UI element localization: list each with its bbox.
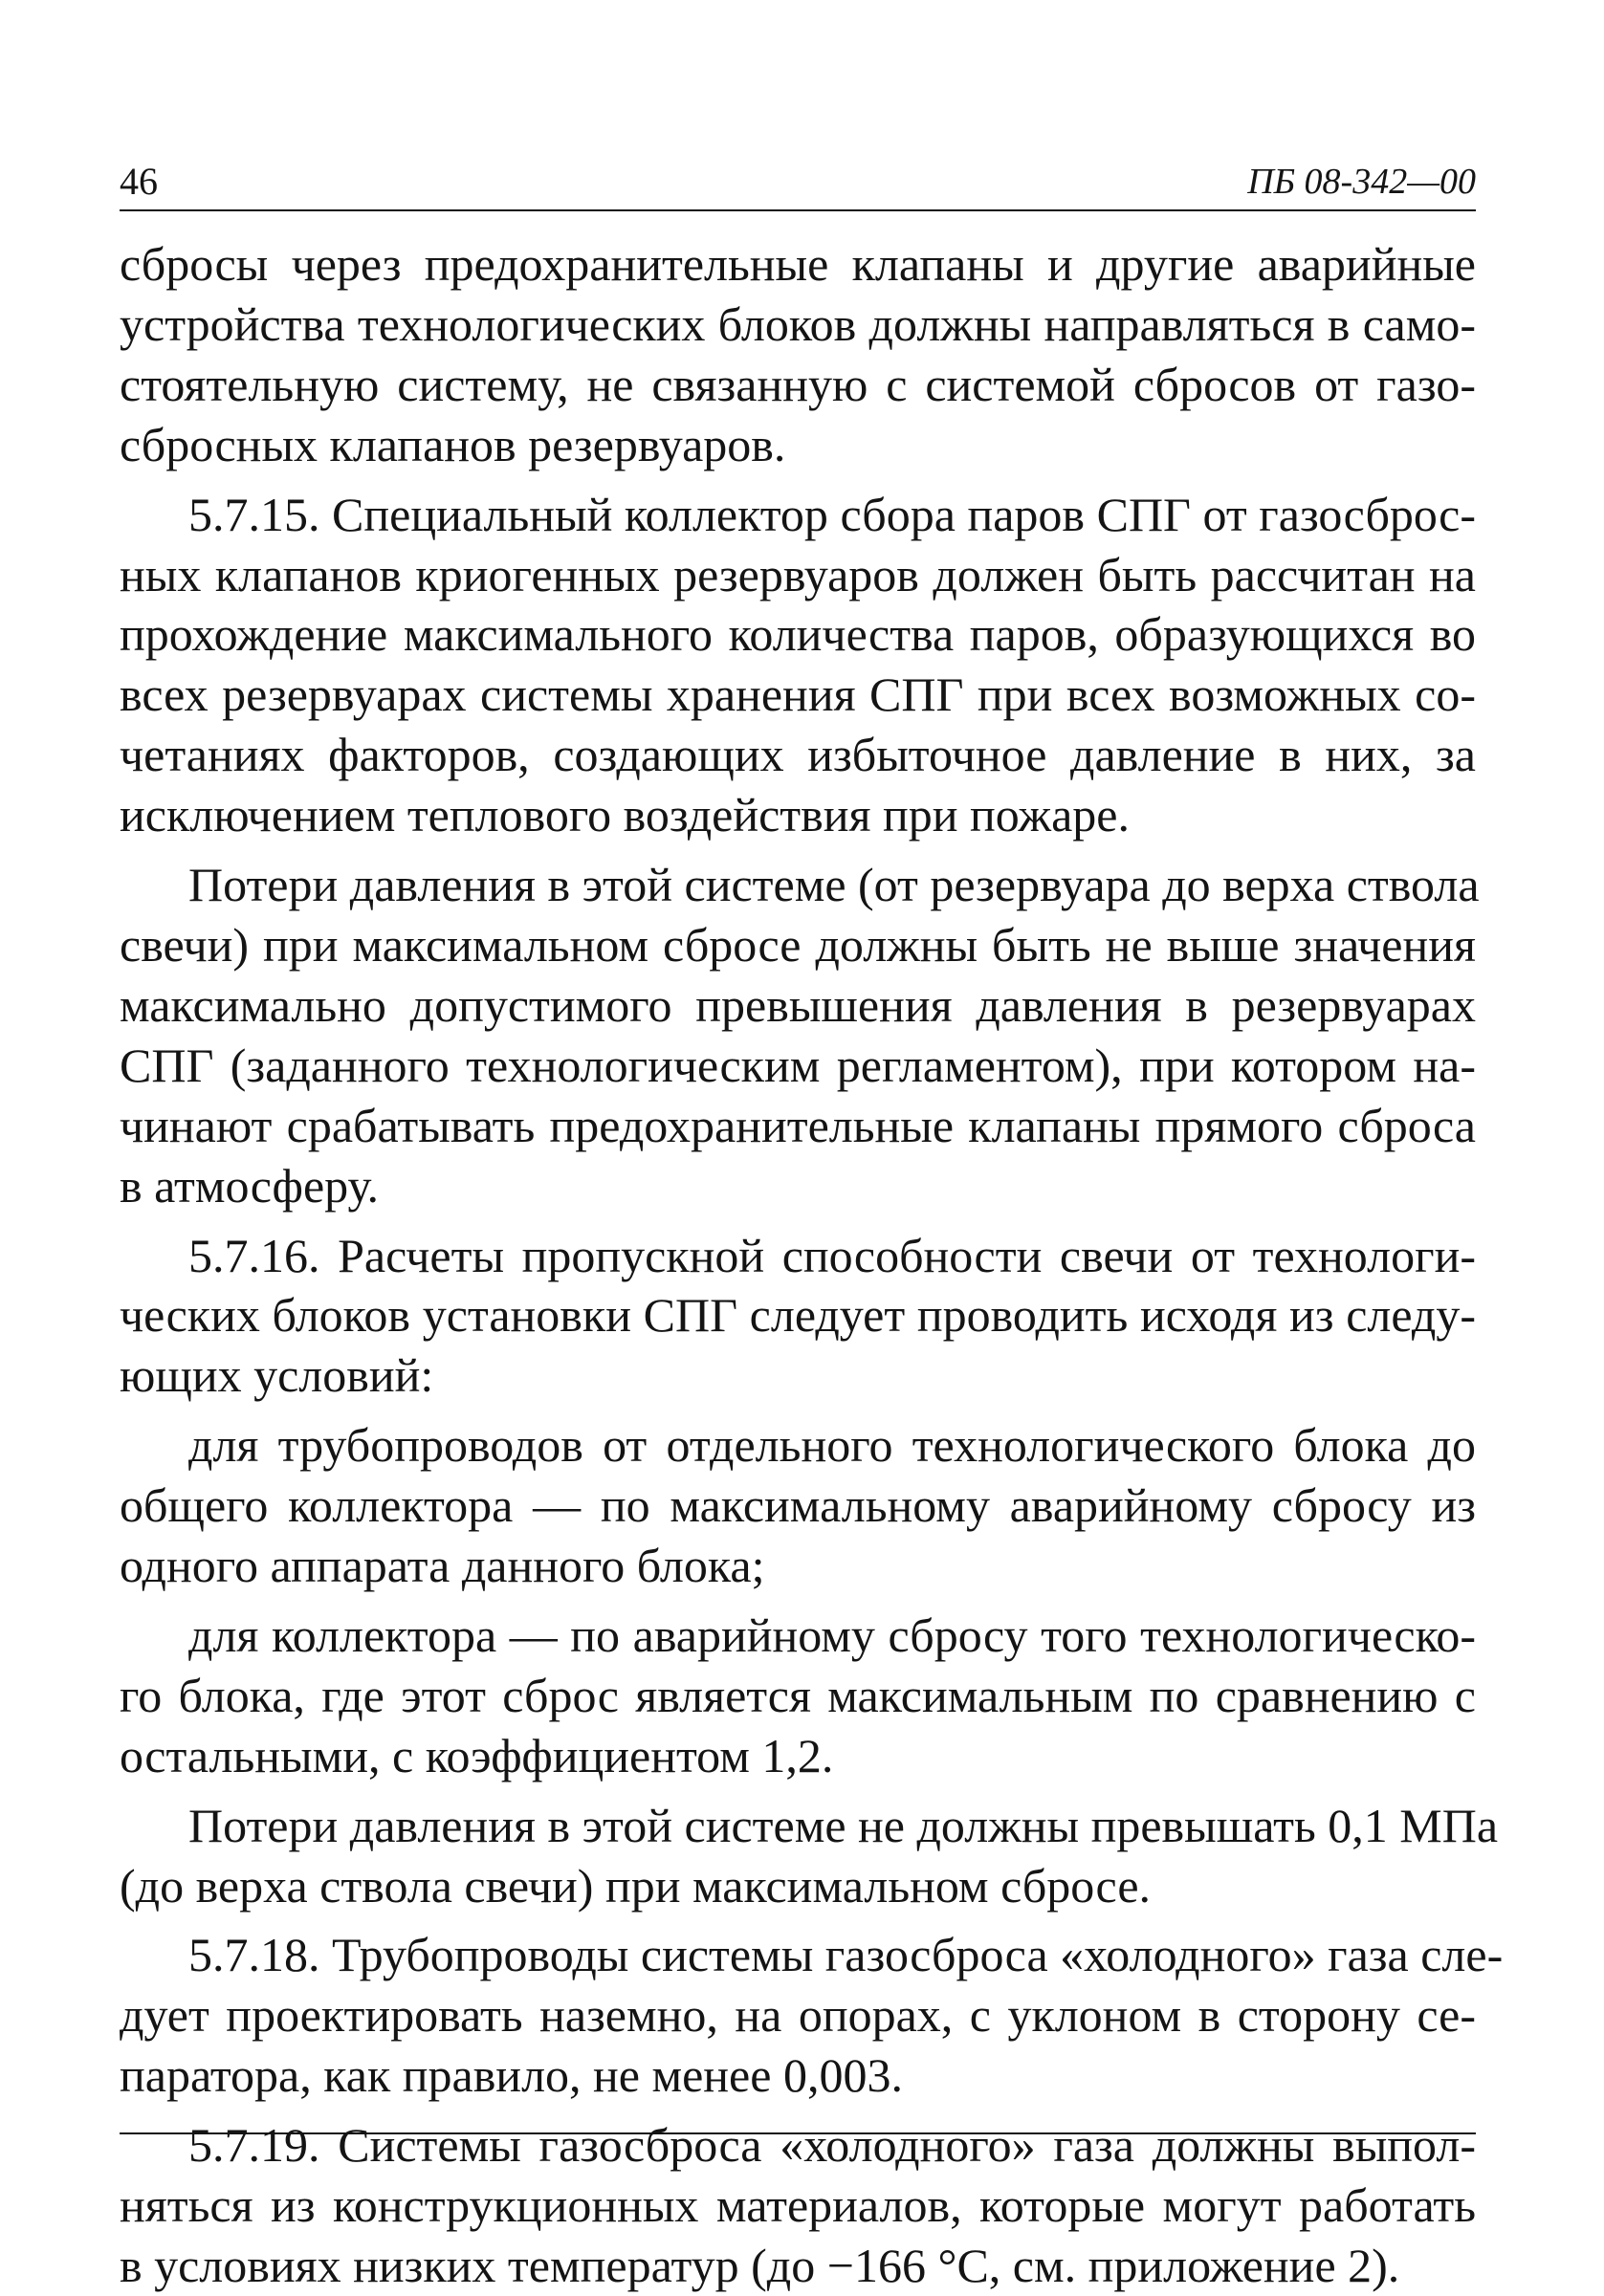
paragraph — [120, 234, 1476, 475]
text-line: СПГ (заданного технологическим регламентом), при котором на- — [120, 1038, 1476, 1092]
paragraph — [120, 1925, 1504, 2106]
text-line: исключением теплового воздействия при пожаре. — [120, 788, 1130, 842]
text-line: ных клапанов криогенных резервуаров должен быть рассчитан на — [120, 547, 1476, 601]
text-line: устройства технологических блоков должны направляться в само- — [120, 296, 1476, 351]
text-line: няться из конструкционных материалов, которые могут работать — [120, 2178, 1476, 2233]
text-line: прохождение максимального количества паров, образующихся во — [120, 607, 1476, 662]
text-line: в условиях низких температур (до −166 °С, см. приложение 2). — [120, 2239, 1400, 2292]
text-line: максимально допустимого превышения давления в резервуарах — [120, 977, 1476, 1032]
footer-divider — [120, 2132, 1476, 2134]
text-line: сбросы через предохранительные клапаны и другие аварийные — [120, 237, 1476, 291]
text-line: ческих блоков установки СПГ следует проводить исходя из следу- — [120, 1288, 1476, 1343]
paragraph-gap — [120, 1216, 1476, 1226]
text-line: в атмосферу. — [120, 1158, 379, 1213]
text-line: чинают срабатывать предохранительные клапаны прямого сброса — [120, 1098, 1476, 1152]
paragraph-gap — [120, 845, 1476, 855]
text-line: 5.7.18. Трубопроводы системы газосброса «холодного» газа сле- — [188, 1928, 1504, 1982]
paragraph-gap — [120, 1786, 1476, 1796]
text-line: Потери давления в этой системе (от резервуара до верха ствола — [188, 858, 1480, 912]
paragraph-gap — [120, 1915, 1476, 1925]
paragraph — [120, 485, 1476, 845]
text-line: остальными, с коэффициентом 1,2. — [120, 1728, 834, 1782]
paragraph-gap — [120, 1596, 1476, 1606]
body-text — [120, 234, 1504, 2296]
text-line: (до верха ствола свечи) при максимальном сбросе. — [120, 1858, 1152, 1913]
text-line: Потери давления в этой системе не должны превышать 0,1 МПа — [188, 1798, 1499, 1852]
paragraph — [120, 855, 1480, 1215]
paragraph — [120, 2115, 1476, 2296]
page-header — [120, 145, 1476, 203]
text-line: ющих условий: — [120, 1348, 434, 1403]
text-line: 5.7.16. Расчеты пропускной способности свечи от технологи- — [188, 1228, 1476, 1282]
document-code: ПБ 08-342—00 — [1247, 162, 1476, 202]
paragraph-gap — [120, 1406, 1476, 1415]
text-line: всех резервуарах системы хранения СПГ при всех возможных со- — [120, 667, 1476, 722]
text-line: стоятельную систему, не связанную с системой сбросов от газо- — [120, 357, 1476, 411]
text-line: сбросных клапанов резервуаров. — [120, 417, 786, 471]
text-line: для трубопроводов от отдельного технологического блока до — [188, 1418, 1476, 1473]
header-divider — [120, 209, 1476, 211]
text-line: 5.7.15. Специальный коллектор сбора паров СПГ от газосброс- — [188, 487, 1476, 541]
paragraph-gap — [120, 2106, 1476, 2115]
text-line: свечи) при максимальном сбросе должны быть не выше значения — [120, 917, 1476, 972]
text-line: четаниях факторов, создающих избыточное давление в них, за — [120, 728, 1476, 782]
paragraph — [120, 1606, 1476, 1786]
text-line: для коллектора — по аварийному сбросу того технологическо- — [188, 1607, 1476, 1662]
text-line: го блока, где этот сброс является максимальным по сравнению с — [120, 1668, 1476, 1722]
text-line: паратора, как правило, не менее 0,003. — [120, 2048, 903, 2103]
paragraph — [120, 1796, 1499, 1916]
text-line: дует проектировать наземно, на опорах, с уклоном в сторону се- — [120, 1988, 1476, 2043]
paragraph — [120, 1415, 1476, 1596]
page-number: 46 — [120, 160, 158, 203]
paragraph — [120, 1226, 1476, 1407]
text-line: одного аппарата данного блока; — [120, 1539, 765, 1593]
text-line: 5.7.19. Системы газосброса «холодного» газа должны выпол- — [188, 2118, 1476, 2173]
text-line: общего коллектора — по максимальному аварийному сбросу из — [120, 1478, 1476, 1533]
paragraph-gap — [120, 475, 1476, 485]
